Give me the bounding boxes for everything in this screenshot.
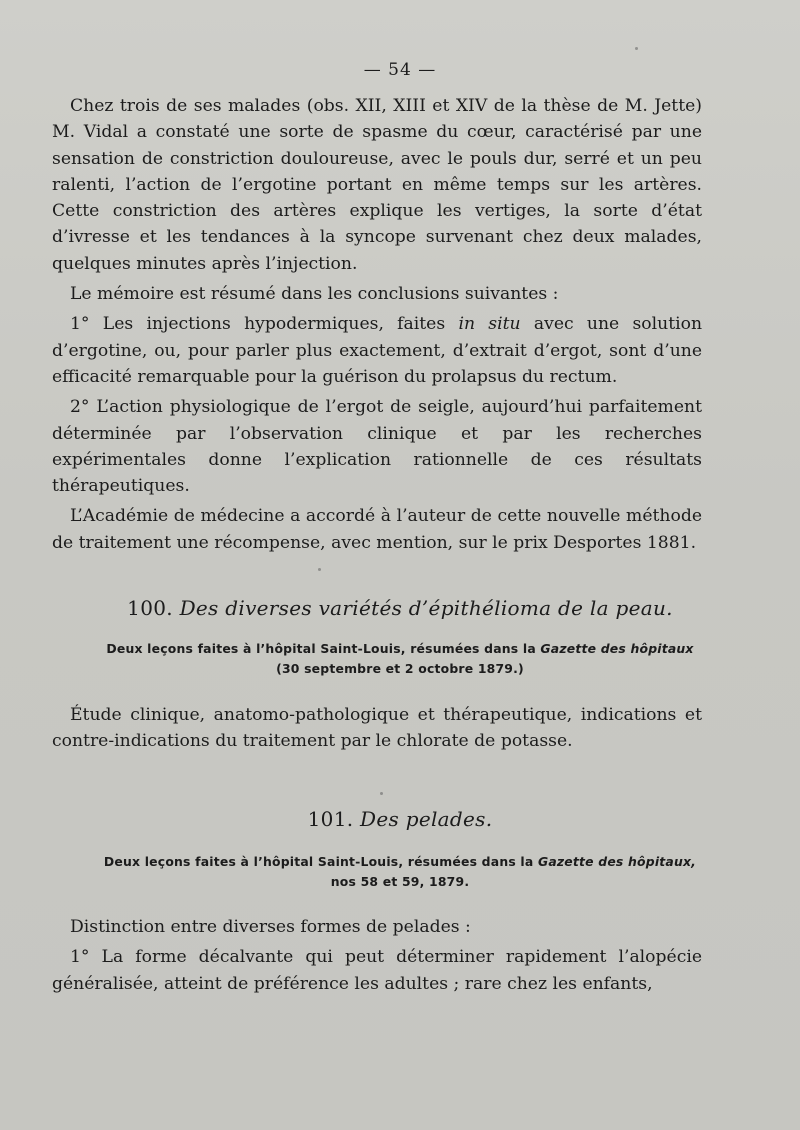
conclusion-1-italic: in situ — [458, 314, 521, 335]
paper-speck — [635, 47, 638, 50]
gazette-title: Gazette des hôpitaux, — [537, 854, 697, 869]
section-101-subtitle-line1 — [60, 852, 740, 872]
section-100-subtitle-line2: (30 septembre et 2 octobre 1879.) — [276, 661, 524, 676]
conclusion-1-end: avec une solution d’ergotine, ou, pour parler plus exactement, d’extrait d’ergot, sont d’une efficacité remarquable pour la guérison du prolapsus du rectum. — [52, 314, 703, 387]
section-100-body — [52, 702, 702, 755]
section-100-number: 100. — [127, 596, 173, 620]
section-101-subtitle-line2: nos 58 et 59, 1879. — [330, 874, 470, 889]
paragraph-memoire-summary: Le mémoire est résumé dans les conclusions suivantes : — [70, 284, 559, 305]
section-101-title: Des pelades. — [360, 807, 493, 831]
section-100-paragraph: Étude clinique, anatomo-pathologique et thérapeutique, indications et contre-indications du traitement par le chlorate de potasse. — [52, 705, 702, 752]
page-number: — 54 — — [363, 60, 437, 80]
gazette-title: Gazette des hôpitaux — [540, 641, 694, 656]
main-text-block — [52, 93, 702, 556]
section-101-body — [52, 914, 702, 997]
section-100-title: Des diverses variétés d’épithélioma de la peau. — [179, 596, 673, 620]
section-100-subtitle — [60, 639, 740, 679]
paragraph-conclusion-1 — [52, 311, 702, 390]
paragraph-conclusion-2: 2° L’action physiologique de l’ergot de seigle, aujourd’hui parfaitement déterminée par l’observation clinique et par les recherches expérimentales donne l’explication rationnelle de ces résultats thérapeutiques. — [52, 397, 702, 497]
paper-speck — [318, 568, 321, 571]
section-101-paragraph-1: Distinction entre diverses formes de pelades : — [70, 917, 471, 937]
section-101-heading — [0, 807, 800, 831]
paragraph-ergot-spasm: Chez trois de ses malades (obs. XII, XIII et XIV de la thèse de M. Jette) M. Vidal a constaté une sorte de spasme du cœur, caractérisé par une sensation de constriction douloureuse, avec le pouls dur, serré et un peu ralenti, l’action de l’ergotine portant en même temps sur les artères. Cette constriction des artères explique les vertiges, la sorte d’état d’ivresse et les tendances à la syncope survenant chez deux malades, quelques minutes après l’injection. — [52, 96, 702, 274]
section-101-subtitle — [60, 852, 740, 892]
section-101-number: 101. — [307, 807, 354, 831]
section-100-subtitle-text: Deux leçons faites à l’hôpital Saint-Louis, résumées dans la — [106, 641, 541, 656]
section-100-heading — [0, 596, 800, 620]
conclusion-1-start: 1° Les injections hypodermiques, faites — [70, 314, 459, 335]
section-101-subtitle-text: Deux leçons faites à l’hôpital Saint-Louis, résumées dans la — [103, 854, 538, 869]
paper-speck — [380, 792, 383, 795]
section-101-paragraph-2: 1° La forme décalvante qui peut déterminer rapidement l’alopécie généralisée, atteint de préférence les adultes ; rare chez les enfants, — [52, 947, 702, 994]
paragraph-academie: L’Académie de médecine a accordé à l’auteur de cette nouvelle méthode de traitement une récompense, avec mention, sur le prix Desportes 1881. — [52, 506, 702, 553]
section-100-subtitle-line1 — [60, 639, 740, 659]
